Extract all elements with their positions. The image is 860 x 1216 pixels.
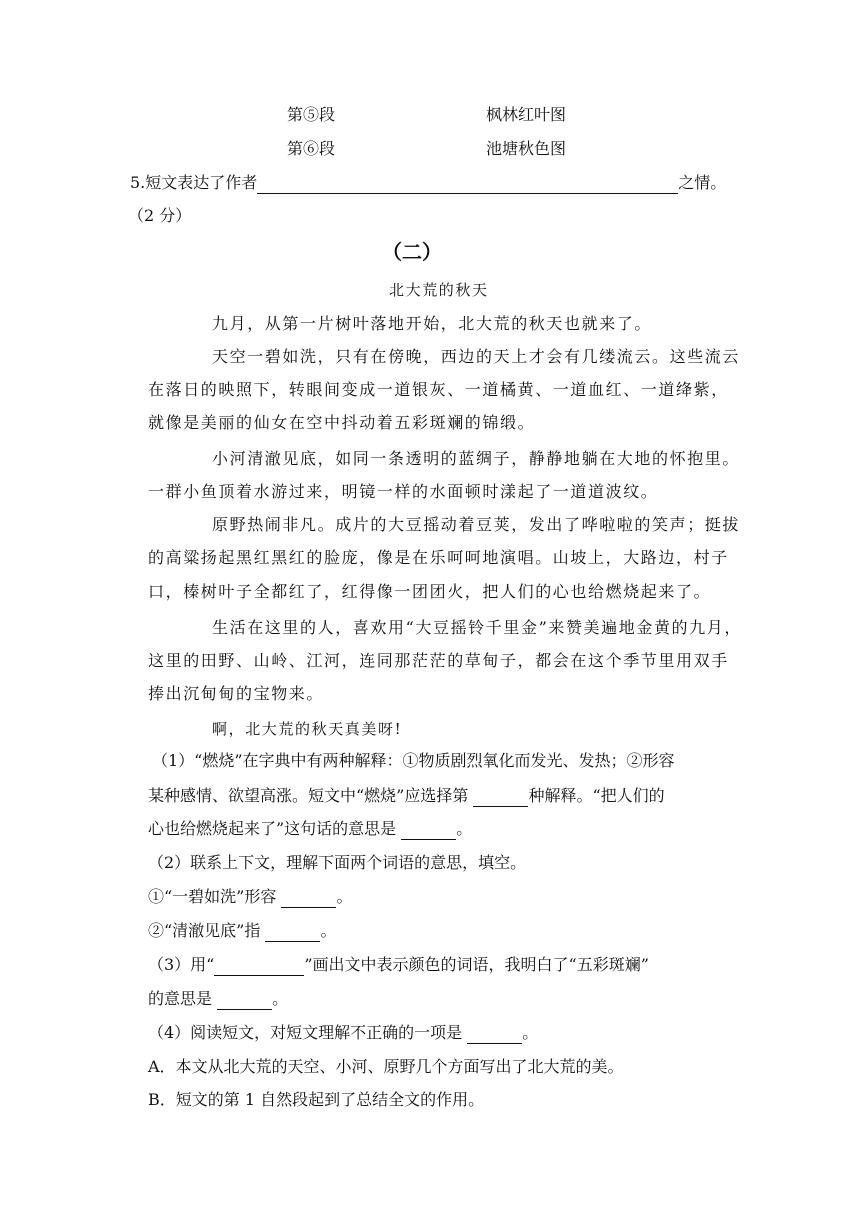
q4-end: 。	[522, 1023, 539, 1042]
q4-line	[148, 1022, 538, 1044]
q2-item2-end: 。	[320, 921, 337, 940]
q1-prompt-c: 心也给燃烧起来了”这句话的意思是	[148, 819, 397, 838]
article-p5-line3: 捧出沉甸甸的宝物来。	[148, 684, 325, 703]
q5-answer-blank[interactable]	[257, 175, 678, 194]
q1-prompt-a: 某种感情、欲望高涨。短文中“燃烧”应选择第	[148, 786, 469, 805]
q4-prompt: （4）阅读短文，对短文理解不正确的一项是	[148, 1023, 463, 1042]
q5-line	[130, 172, 726, 194]
article-p1: 九月，从第一片树叶落地开始，北大荒的秋天也就来了。	[212, 314, 653, 333]
match-para-5: 第⑤段	[287, 105, 336, 124]
q3-prompt-c: 的意思是	[148, 989, 213, 1008]
q5-prompt: 5.短文表达了作者	[130, 173, 258, 192]
q1-blank-2[interactable]	[401, 821, 456, 840]
match-para-6: 第⑥段	[287, 139, 336, 158]
q2-item1	[148, 886, 352, 908]
match-picture-5: 枫林红叶图	[486, 105, 567, 124]
article-p2-line2: 在落日的映照下，转眼间变成一道银灰、一道橘黄、一道血红、一道绛紫，	[148, 380, 729, 399]
article-title: 北大荒的秋天	[389, 281, 489, 299]
article-p2-line1: 天空一碧如洗，只有在傍晚，西边的天上才会有几缕流云。这些流云	[212, 347, 741, 366]
q2-line: （2）联系上下文，理解下面两个词语的意思，填空。	[148, 853, 527, 872]
article-p6: 啊，北大荒的秋天真美呀!	[212, 720, 403, 738]
q3-line2	[148, 988, 288, 1010]
q1-prompt-d: 。	[456, 819, 473, 838]
q2-blank-2[interactable]	[265, 923, 320, 942]
q1-line1: （1）“燃烧”在字典中有两种解释：①物质剧烈氧化而发光、发热；②形容	[152, 751, 675, 770]
article-p4-line1: 原野热闹非凡。成片的大豆摇动着豆荚，发出了哗啦啦的笑声；挺拔	[212, 515, 741, 534]
q3-blank[interactable]	[217, 991, 272, 1010]
article-p2-line3: 就像是美丽的仙女在空中抖动着五彩斑斓的锦缎。	[148, 413, 536, 432]
article-p5-line2: 这里的田野、山岭、江河，连同那茫茫的草甸子，都会在这个季节里用双手	[148, 651, 729, 670]
article-p4-line2: 的高粱扬起黑红黑红的脸庞，像是在乐呵呵地演唱。山坡上，大路边，村子	[148, 548, 729, 567]
article-p5-line1: 生活在这里的人，喜欢用“大豆摇铃千里金”来赞美遍地金黄的九月，	[212, 618, 742, 637]
q1-blank-1[interactable]	[473, 788, 528, 807]
match-picture-6: 池塘秋色图	[486, 139, 567, 158]
article-p3-line1: 小河清澈见底，如同一条透明的蓝绸子，静静地躺在大地的怀抱里。	[212, 449, 741, 468]
q4-option-a[interactable]: A．本文从北大荒的天空、小河、原野几个方面写出了北大荒的美。	[148, 1057, 624, 1076]
q3-prompt-d: 。	[272, 989, 289, 1008]
q2-item2	[148, 920, 336, 942]
q2-item1-end: 。	[336, 887, 353, 906]
q1-prompt-b: 种解释。“把人们的	[528, 786, 665, 805]
article-p3-line2: 一群小鱼顶着水游过来，明镜一样的水面顿时漾起了一道道波纹。	[148, 482, 659, 501]
q2-item2-prompt: ②“清澈见底”指	[148, 921, 261, 940]
q3-underline-sample	[214, 957, 304, 976]
q4-blank[interactable]	[467, 1025, 522, 1044]
q4-option-b[interactable]: B．短文的第 1 自然段起到了总结全文的作用。	[148, 1090, 485, 1109]
q1-line2	[148, 785, 665, 807]
q3-line1	[148, 954, 649, 976]
q5-suffix: 之情。	[678, 173, 727, 192]
q2-item1-prompt: ①“一碧如洗”形容	[148, 887, 277, 906]
q5-score: （2 分）	[128, 206, 192, 225]
q3-prompt-a: （3）用“	[148, 955, 215, 974]
section-title: （二）	[382, 240, 442, 264]
article-p4-line3: 口，榛树叶子全都红了，红得像一团团火，把人们的心也给燃烧起来了。	[148, 582, 712, 601]
q1-line3	[148, 818, 472, 840]
q2-blank-1[interactable]	[281, 889, 336, 908]
q3-prompt-b: ”画出文中表示颜色的词语，我明白了“五彩斑斓”	[304, 955, 649, 974]
